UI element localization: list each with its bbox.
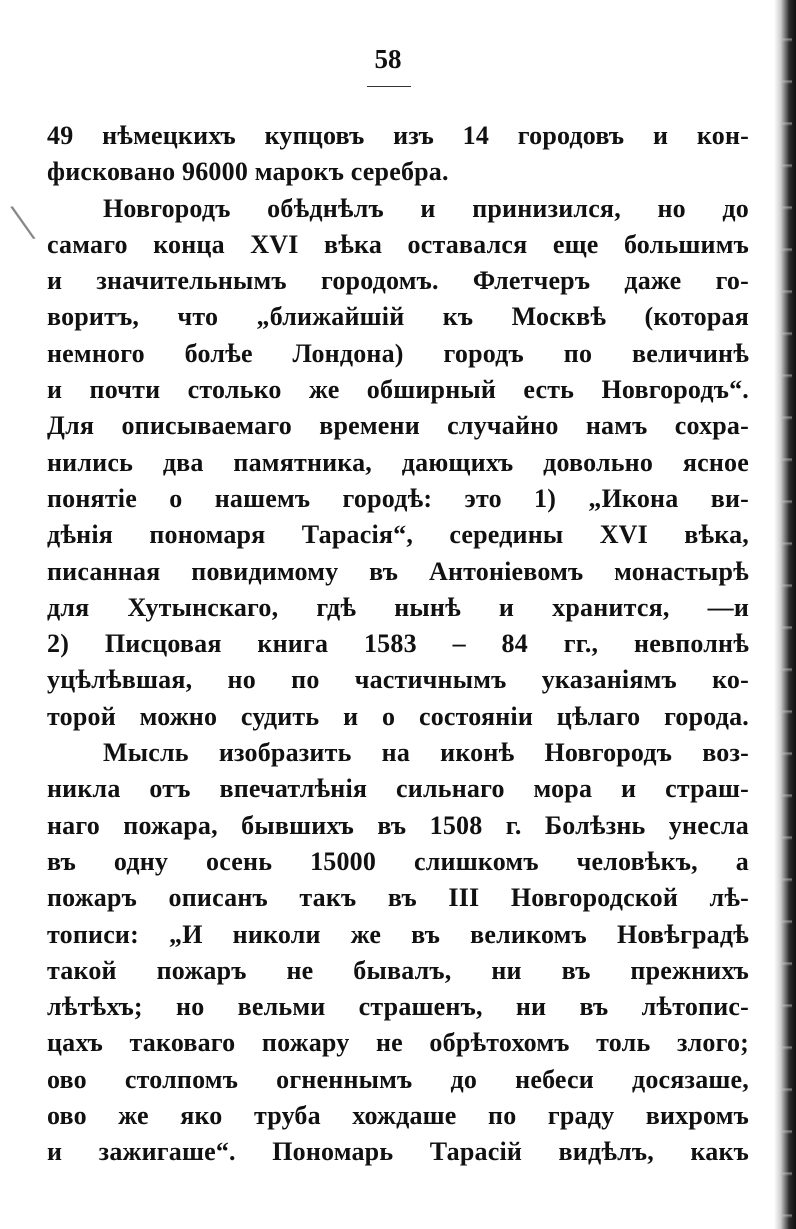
text-line: ово столпомъ огненнымъ до небеси досязаше, <box>47 1064 749 1094</box>
text-line: воритъ, что „ближайшій къ Москвѣ (которая <box>47 302 749 332</box>
text-line: для Хутынскаго, гдѣ нынѣ и хранится, —и <box>47 592 749 622</box>
text-line: дѣнія пономаря Тарасія“, середины XVI вѣка, <box>47 520 749 550</box>
text-line: ово же яко труба хождаше по граду вихромъ <box>47 1101 749 1131</box>
text-line: наго пожара, бывшихъ въ 1508 г. Болѣзнь унесла <box>47 810 749 840</box>
page-number: 58 <box>374 44 402 74</box>
text-line: цахъ таковаго пожару не обрѣтохомъ толь злого; <box>47 1028 749 1058</box>
text-line: въ одну осень 15000 слишкомъ человѣкъ, а <box>47 846 749 876</box>
text-line: 49 нѣмецкихъ купцовъ изъ 14 городовъ и кон- <box>47 121 749 150</box>
text-line: лѣтѣхъ; но вельми страшенъ, ни въ лѣтопис- <box>47 992 749 1022</box>
text-line: нились два памятника, дающихъ довольно ясное <box>47 447 749 477</box>
text-line: фисковано 96000 марокъ серебра. <box>47 157 449 187</box>
text-line: торой можно судить и о состояніи цѣлаго города. <box>47 701 749 731</box>
text-line: писанная повидимому въ Антоніевомъ монастырѣ <box>47 556 749 586</box>
text-line: и значительнымъ городомъ. Флетчеръ даже го- <box>47 266 749 296</box>
body-text <box>47 118 749 1171</box>
text-line: понятіе о нашемъ городѣ: это 1) „Икона ви- <box>47 483 749 513</box>
text-line: Новгородъ обѣднѣлъ и принизился, но до <box>103 193 749 223</box>
text-line: тописи: „И николи же въ великомъ Новѣградѣ <box>47 919 749 949</box>
text-line: никла отъ впечатлѣнія сильнаго мора и страш- <box>47 774 749 804</box>
text-line: немного болѣе Лондона) городъ по величинѣ <box>47 338 749 368</box>
margin-pencil-mark: ╲ <box>11 204 35 243</box>
text-line: Мысль изобразить на иконѣ Новгородъ воз- <box>103 738 749 768</box>
text-line: такой пожаръ не бывалъ, ни въ прежнихъ <box>47 955 749 985</box>
text-line: и зажигаше“. Пономарь Тарасій видѣлъ, какъ <box>47 1137 749 1167</box>
text-line: 2) Писцовая книга 1583 – 84 гг., невполнѣ <box>47 629 749 659</box>
page-number-rule <box>367 86 411 87</box>
text-line: Для описываемаго времени случайно намъ сохра- <box>47 411 749 441</box>
text-line: самаго конца XVI вѣка оставался еще большимъ <box>47 229 749 259</box>
text-line: и почти столько же обширный есть Новгородъ“. <box>47 375 749 405</box>
text-line: уцѣлѣвшая, но по частичнымъ указаніямъ ко- <box>47 665 749 695</box>
text-line: пожаръ описанъ такъ въ III Новгородской лѣ- <box>47 883 749 913</box>
page-edge-texture <box>782 0 792 1229</box>
